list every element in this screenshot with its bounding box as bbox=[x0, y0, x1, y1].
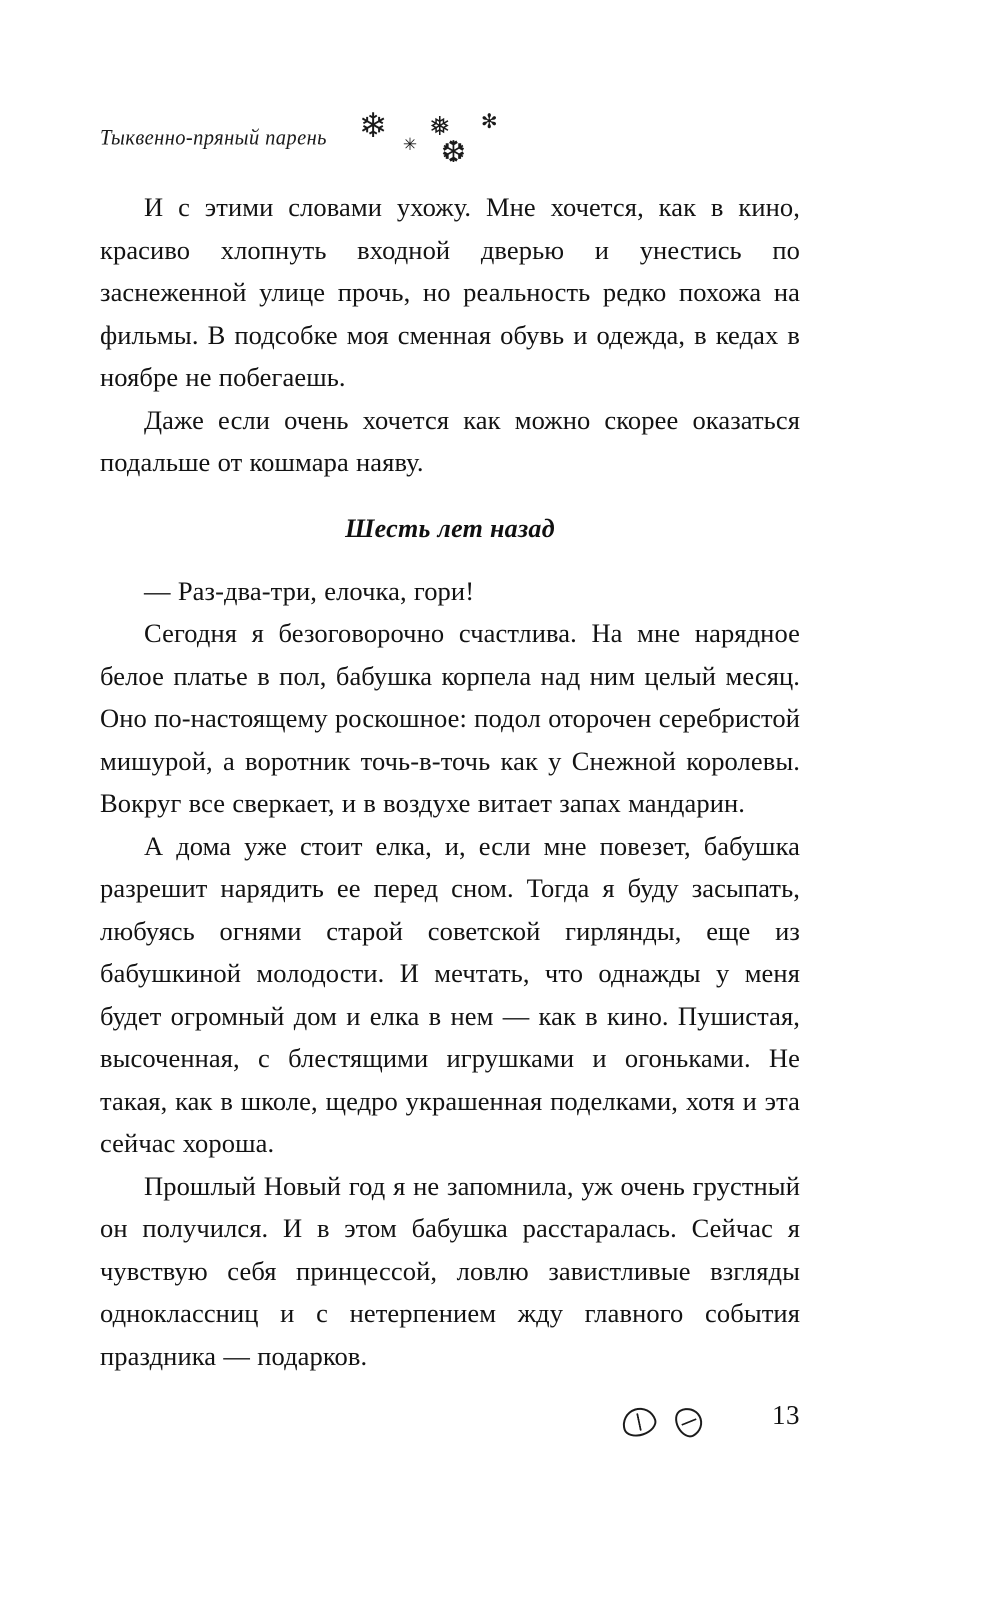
coffee-bean-icon bbox=[619, 1403, 660, 1440]
snowflake-small-icon: ✳ bbox=[402, 135, 418, 154]
coffee-bean-ornament bbox=[622, 1408, 704, 1436]
coffee-bean-icon bbox=[670, 1403, 707, 1442]
paragraph: Сегодня я безоговорочно счастлива. На мне нарядное белое платье в пол, бабушка корпела над ним целый месяц. Оно по-настоящему роскошное: подол оторочен серебристой мишурой, а воротник точь-в-точь как у Снежной королевы. Вокруг все сверкает, и в воздухе витает запах мандарин. bbox=[100, 618, 800, 818]
paragraph: Даже если очень хочется как можно скорее оказаться подальше от кошмара наяву. bbox=[100, 404, 800, 477]
page-footer bbox=[100, 1400, 800, 1470]
page-number: 13 bbox=[772, 1400, 800, 1430]
paragraph: А дома уже стоит елка, и, если мне повезет, бабушка разрешит нарядить ее перед сном. Тогда я буду засыпать, любуясь огнями старой советской гирлянды, еще из бабушкиной молодости. И мечтать, что однажды у меня будет огромный дом и елка в нем — как в кино. Пушистая, высоченная, с блестящими игрушками и огоньками. Не такая, как в школе, щедро украшенная поделками, хотя и эта сейчас хороша. bbox=[100, 830, 800, 1158]
dialogue-line: — Раз-два-три, елочка, гори! bbox=[144, 575, 475, 606]
running-head-title: Тыквенно-пряный парень bbox=[100, 125, 327, 150]
section-subheading: Шесть лет назад bbox=[345, 513, 555, 543]
running-head bbox=[100, 108, 800, 168]
paragraph: Прошлый Новый год я не запомнила, уж очень грустный он получился. И в этом бабушка расстаралась. Сейчас я чувствую себя принцессой, ловлю завистливые взгляды одноклассниц и с нетерпением жду главного события праздника — подарков. bbox=[100, 1170, 800, 1371]
snowflake-large-icon: ❄ bbox=[358, 108, 388, 145]
snowflake-tiny-icon: ✻ bbox=[480, 111, 498, 133]
snowflake-ornament-group bbox=[357, 108, 537, 168]
page-body-text bbox=[100, 186, 800, 1377]
snowflake-extra-icon: ❆ bbox=[440, 136, 467, 169]
paragraph: И с этими словами ухожу. Мне хочется, как в кино, красиво хлопнуть входной дверью и унестись по заснеженной улице прочь, но реальность редко похожа на фильмы. В подсобке моя сменная обувь и одежда, в кедах в ноябре не побегаешь. bbox=[100, 192, 800, 392]
snowflake-medium-icon: ❅ bbox=[428, 112, 451, 141]
